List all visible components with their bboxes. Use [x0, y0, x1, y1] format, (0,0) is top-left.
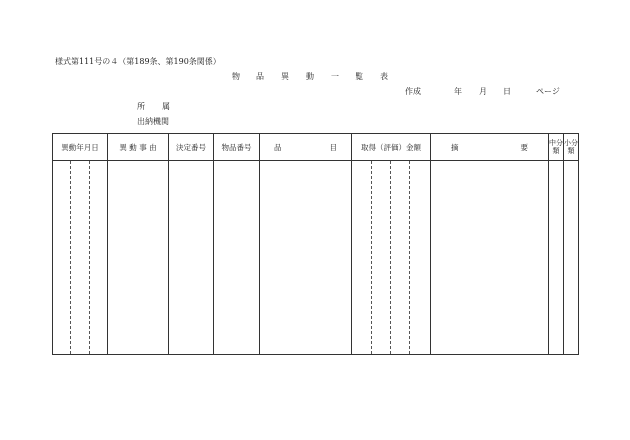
header-row — [53, 134, 579, 161]
cell-mid-class[interactable] — [549, 161, 564, 355]
title-char: 覧 — [355, 72, 363, 81]
col-change-date: 異動年月日 — [53, 134, 108, 161]
title-char: 異 — [281, 72, 289, 81]
cell-summary[interactable] — [431, 161, 549, 355]
dashed-divider — [390, 161, 391, 354]
dashed-divider — [70, 161, 71, 354]
col-item-name — [260, 134, 352, 161]
item-name-char-1: 品 — [274, 142, 282, 152]
col-acquisition-amount — [352, 134, 431, 161]
cell-item-no[interactable] — [214, 161, 260, 355]
title-char: 品 — [256, 72, 264, 81]
cell-change-date[interactable] — [53, 161, 108, 355]
col-small-class: 小分類 — [564, 134, 579, 161]
col-decision-no: 決定番号 — [169, 134, 214, 161]
affiliation-label-2: 属 — [162, 102, 170, 111]
cell-item-name[interactable] — [260, 161, 352, 355]
accounting-office-label: 出納機関 — [137, 117, 169, 126]
form-code: 様式第111号の４（第189条、第190条関係） — [55, 57, 221, 66]
col-reason: 異 動 事 由 — [108, 134, 169, 161]
dashed-divider — [409, 161, 410, 354]
title-char: 表 — [380, 72, 388, 81]
ledger-table — [52, 133, 579, 355]
cell-small-class[interactable] — [564, 161, 579, 355]
cell-reason[interactable] — [108, 161, 169, 355]
day-label: 日 — [503, 87, 511, 96]
item-name-char-2: 目 — [329, 142, 337, 152]
title-char: 一 — [331, 72, 339, 81]
summary-char-2: 要 — [520, 142, 528, 152]
cell-acquisition-amount[interactable] — [352, 161, 431, 355]
acquisition-label: 取得（評価） — [361, 142, 406, 152]
month-label: 月 — [479, 87, 487, 96]
summary-char-1: 摘 — [451, 142, 459, 152]
amount-label: 金額 — [406, 142, 421, 152]
col-mid-class: 中分類 — [549, 134, 564, 161]
col-item-no: 物品番号 — [214, 134, 260, 161]
year-label: 年 — [454, 87, 462, 96]
table-body-row — [53, 161, 579, 355]
dashed-divider — [89, 161, 90, 354]
created-label: 作成 — [405, 87, 421, 96]
col-summary — [431, 134, 549, 161]
title-char: 物 — [232, 72, 240, 81]
page-label: ページ — [536, 87, 560, 96]
dashed-divider — [371, 161, 372, 354]
cell-decision-no[interactable] — [169, 161, 214, 355]
affiliation-label-1: 所 — [137, 102, 145, 111]
title-char: 動 — [306, 72, 314, 81]
document-title — [0, 72, 630, 82]
